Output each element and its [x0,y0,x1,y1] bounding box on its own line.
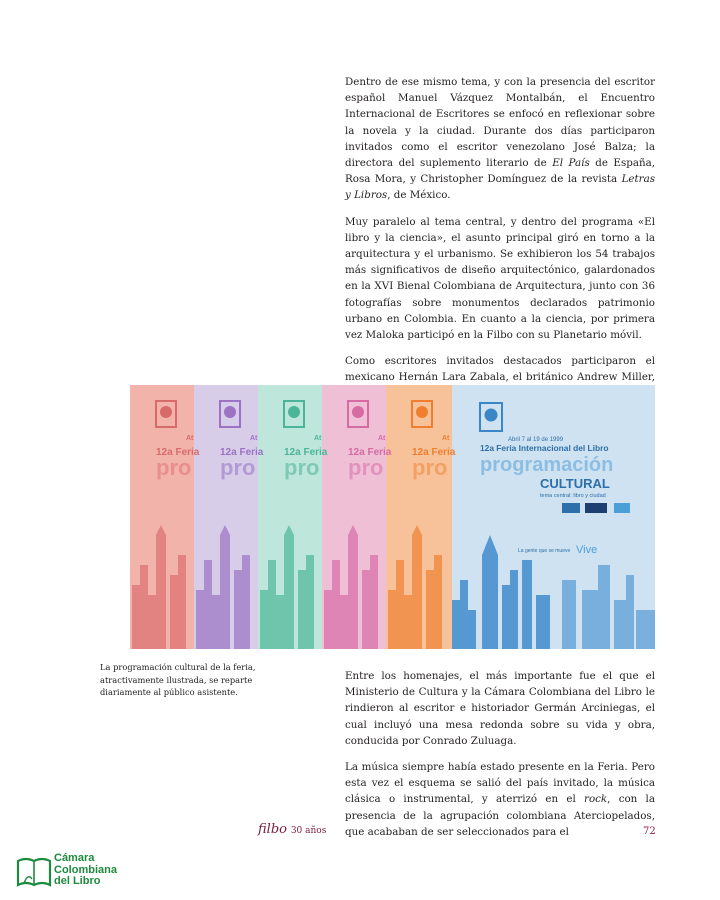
paragraph: Entre los homenajes, el más importante fue el que el Ministerio de Cultura y la Cámara Colombiana del Libro le rindieron al escritor e historiador Germán Arciniegas, el cual incluyó una mesa redonda sobre su vida y obra, conducida por Conrado Zuluaga. [345,670,655,747]
cover-word: pro [412,455,448,480]
cover-at: At [314,435,322,442]
cover-label: 12a Feria [348,447,392,458]
cover-label: 12a Feria [220,447,264,458]
photo-caption: La programación cultural de la feria, atractivamente ilustrada, se reparte diariamente al público asistente. [100,662,256,697]
body-text-bottom [345,668,655,850]
brand-subtitle: 30 años [290,826,327,836]
booklet-back [130,385,655,649]
paragraph: Como escritores invitados destacados participaron el mexicano Hernán Lara Zabala, el británico Andrew Miller, [345,355,655,384]
paragraph: Dentro de ese mismo tema, y con la presencia del escritor español Manuel Vázquez Montalbán, el Encuentro Internacional de Escritores se enfocó en reflexionar sobre la novela y la ciudad. Durante dos días participaron invitados como el escritor venezolano José Balza; la directora del suplemento literario de El País de España, Rosa Mora, y Christopher Domínguez de la revista Letras y Libros, de México. [345,76,656,202]
cover-label: 12a Feria [156,447,200,458]
book-icon [16,855,52,889]
paragraph: Muy paralelo al tema central, y dentro del programa «El libro y la ciencia», el asunto principal giró en torno a la arquitectura y el urbanismo. Se exhibieron los 54 trabajos más significativos de diseño arquitectónico, galardonados en la XVI Bienal Colombiana de Arquitectura, junto con 36 fotografías sobre monumentos declarados patrimonio urbano en Colombia. En cuanto a la ciencia, por primera vez Maloka participó en la Filbo con su Planetario móvil. [345,215,655,342]
front-word-cultural: CULTURAL [540,476,610,491]
flag-logo [585,503,607,513]
cover-label: 12a Feria [284,447,328,458]
covers-illustration [130,385,655,649]
front-slogan-vive: Vive [576,544,598,556]
logo-text [54,853,117,888]
logo-line: Colombiana [54,863,117,876]
logo-line: Cámara [54,852,95,864]
camara-colombiana-logo [16,853,176,893]
cover-at: At [250,435,258,442]
cover-at: At [186,435,194,442]
front-theme: tema central: libro y ciudad [540,493,606,499]
front-word-programacion: programación [480,454,614,476]
sponsor-logo [562,503,580,513]
programacion-covers-photo [130,385,655,649]
front-date: Abril 7 al 19 de 1999 [508,437,564,443]
paragraph: La música siempre había estado presente en la Feria. Pero esta vez el esquema se salió del país invitado, la música clásica o instrumental, y aterrizó en el rock, con la presencia de la agrupación colombiana Aterciopelados, que acababan de ser seleccionados para el [345,761,655,838]
sponsor-logo [614,503,630,513]
body-text-top [345,74,655,428]
cover-word: pro [156,455,192,480]
cover-word: pro [220,455,256,480]
cover-word: pro [284,455,320,480]
front-title: 12a Feria Internacional del Libro [480,443,609,453]
footer-brand [258,822,326,837]
brand-name: filbo [258,822,287,837]
front-slogan: La gente que se mueve [518,548,571,554]
cover-at: At [378,435,386,442]
cover-label: 12a Feria [412,447,456,458]
page-number: 72 [643,826,656,837]
logo-line: del Libro [54,875,101,887]
cover-at: At [442,435,450,442]
cover-word: pro [348,455,384,480]
